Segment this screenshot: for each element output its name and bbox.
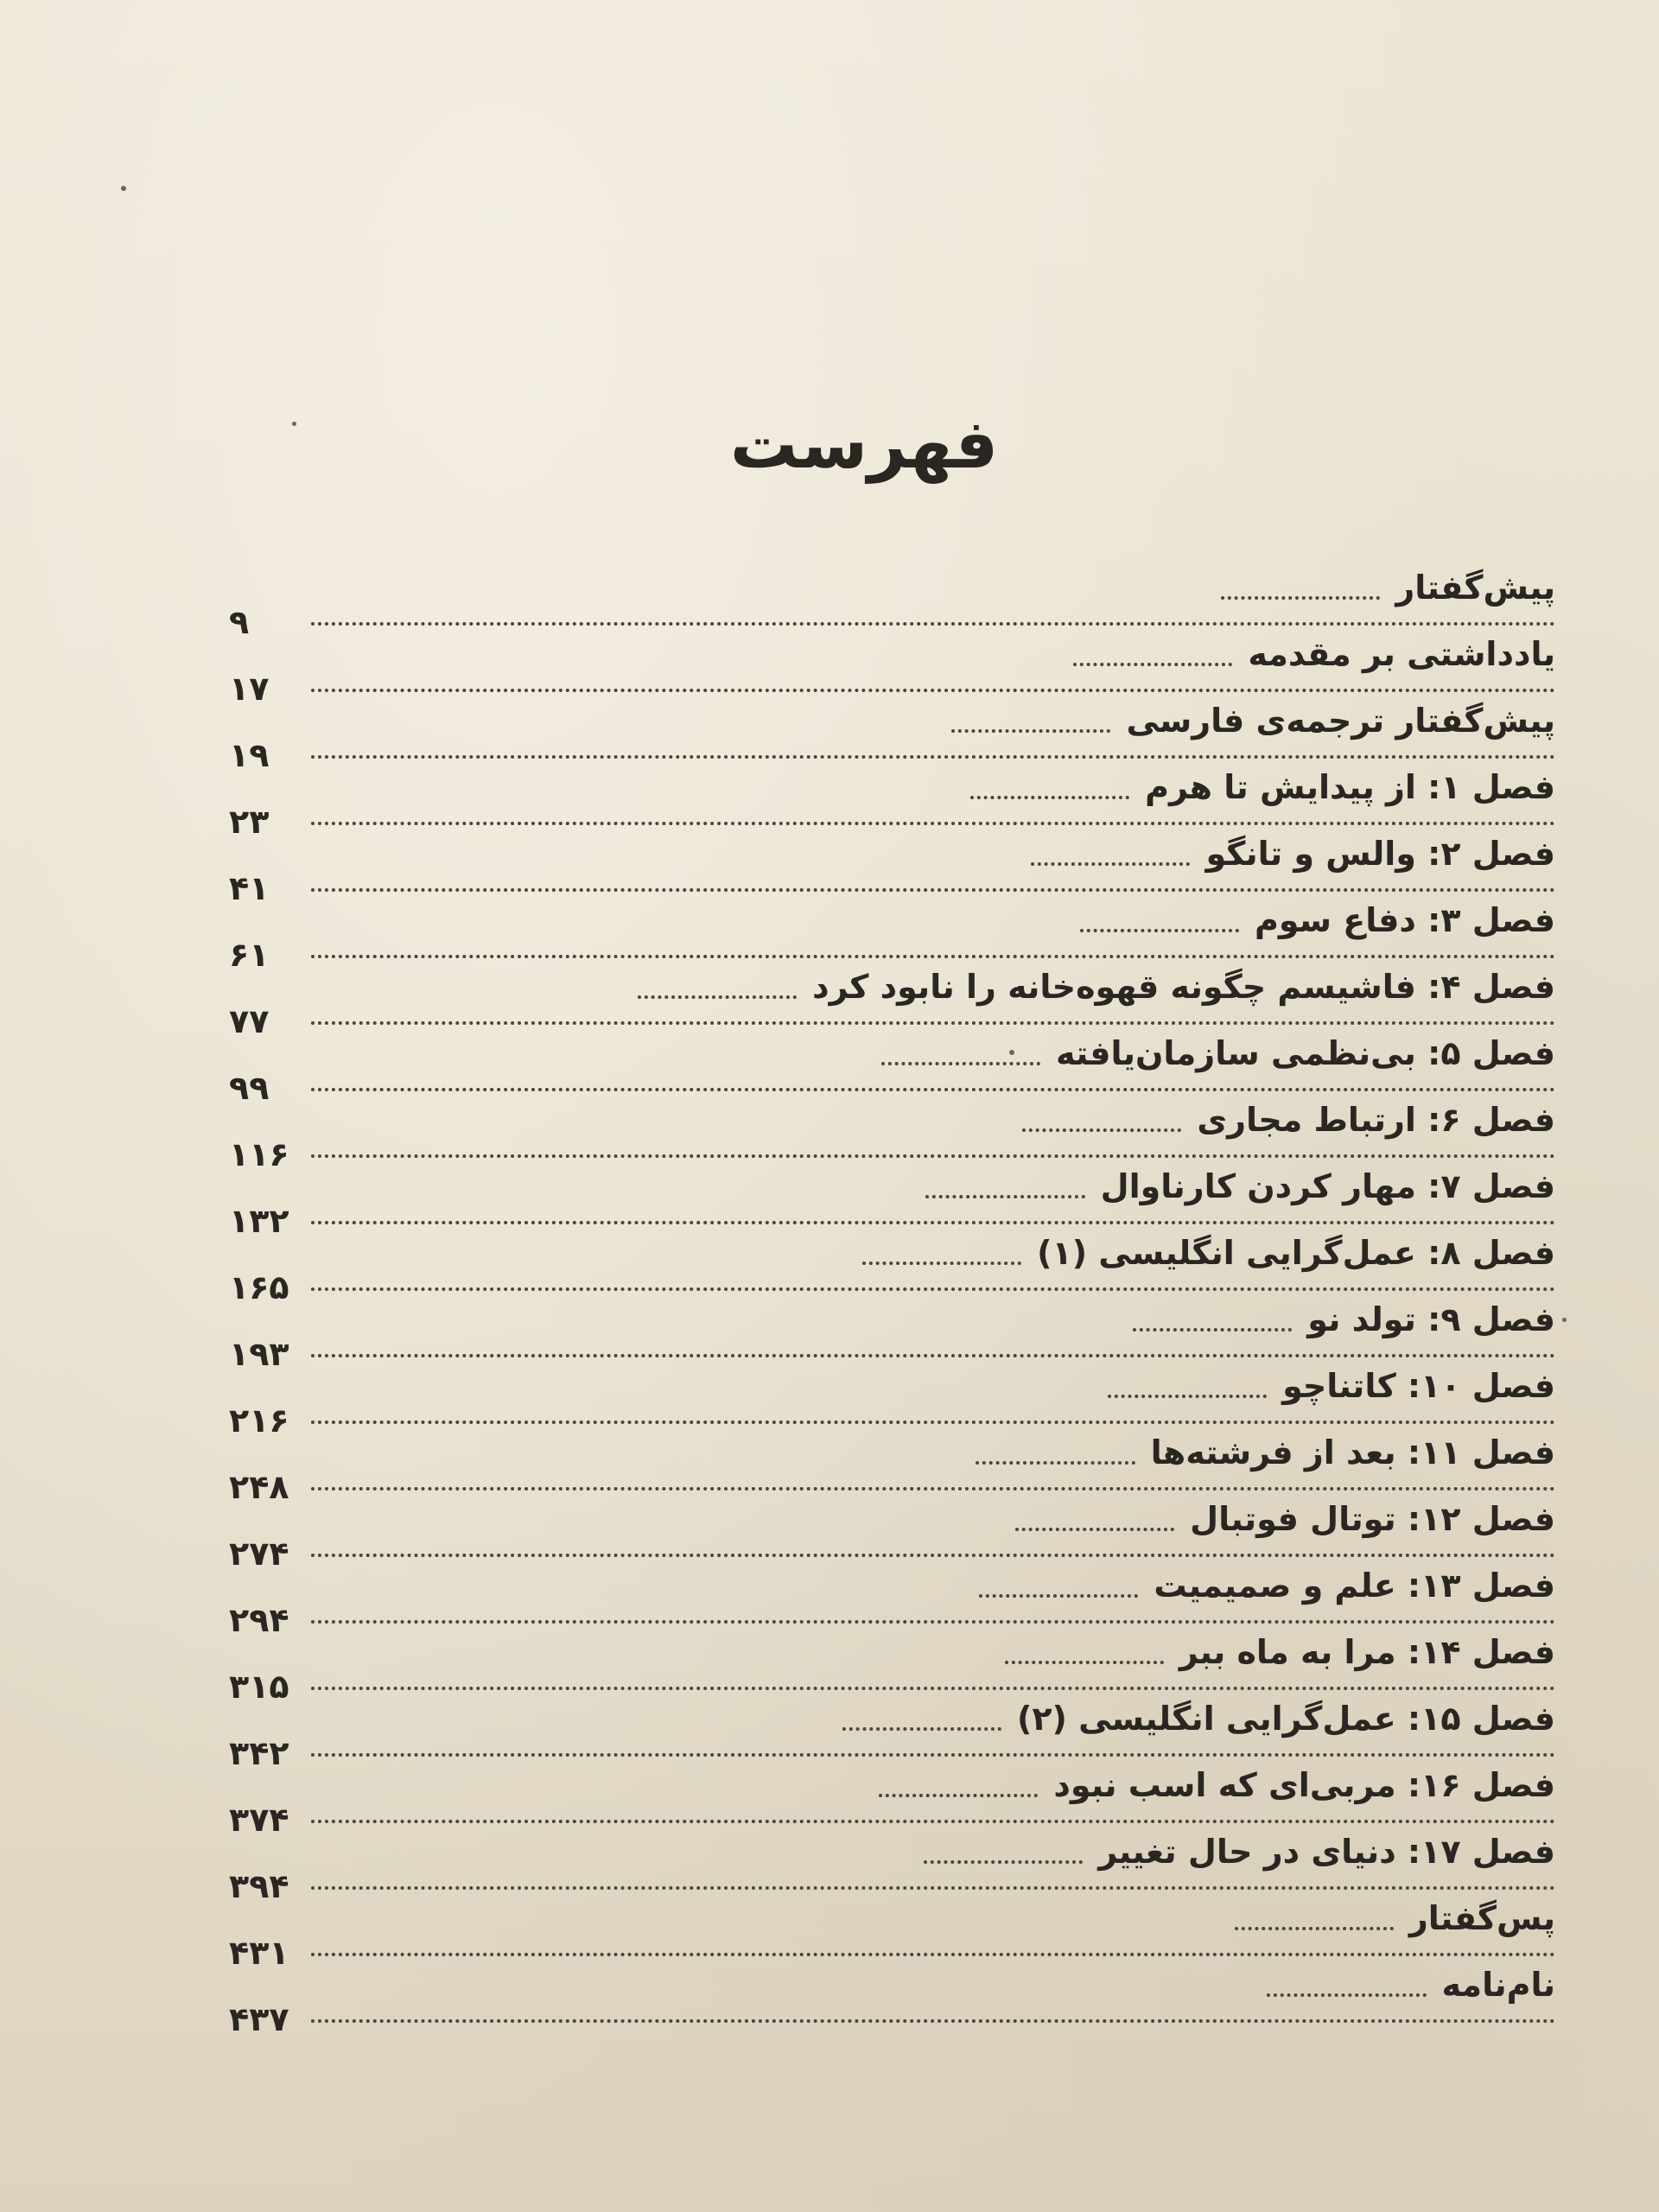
toc-page-number: ۴۳۱	[229, 1934, 289, 1972]
dot-leader-row	[229, 1408, 1555, 1422]
toc-page-number: ۴۳۷	[229, 2000, 289, 2038]
dot-leader	[311, 1342, 1555, 1357]
title-dot-leader	[1235, 1918, 1394, 1930]
title-dot-leader	[951, 721, 1110, 733]
dot-leader-row	[229, 1209, 1555, 1223]
toc-page-number: ۱۱۶	[229, 1135, 289, 1173]
toc-entry-title: فصل ۳: دفاع سوم	[1255, 901, 1555, 939]
toc-page-number: ۱۶۵	[229, 1268, 289, 1306]
toc-page-number: ۲۳	[229, 803, 270, 841]
page-title: فهرست	[729, 406, 999, 484]
dot-leader-row	[229, 677, 1555, 690]
toc-entry-title: فصل ۱۵: عمل‌گرایی انگلیسی (۲)	[1016, 1700, 1555, 1738]
title-dot-leader	[976, 1452, 1135, 1465]
dot-leader-row	[229, 1608, 1555, 1622]
toc-entry-title: فصل ۹: تولد نو	[1307, 1300, 1555, 1338]
toc-page-number: ۲۴۸	[229, 1468, 289, 1506]
title-dot-leader	[842, 1719, 1001, 1731]
dot-leader	[311, 1675, 1555, 1690]
toc-entry	[229, 761, 1555, 841]
dot-leader	[311, 1209, 1555, 1224]
dot-leader	[311, 1941, 1555, 1956]
toc-page-number: ۶۱	[229, 936, 270, 974]
dot-leader-row	[229, 2007, 1555, 2021]
dot-leader	[311, 677, 1555, 692]
dot-leader	[311, 610, 1555, 626]
dot-leader	[311, 810, 1555, 825]
dot-leader	[311, 876, 1555, 892]
dot-leader-row	[229, 1275, 1555, 1289]
toc-entry	[229, 1493, 1555, 1573]
toc-page-number: ۹۹	[229, 1069, 270, 1107]
toc-entry-title: فصل ۱۷: دنیای در حال تغییر	[1098, 1833, 1555, 1871]
dot-leader-row	[229, 1076, 1555, 1090]
title-dot-leader	[1005, 1652, 1164, 1664]
dot-leader-row	[229, 943, 1555, 957]
toc-page-number: ۲۱۶	[229, 1402, 289, 1440]
toc-entry	[229, 1892, 1555, 1972]
toc-entry	[229, 1227, 1555, 1306]
title-dot-leader	[1108, 1386, 1267, 1398]
toc-entry	[229, 562, 1555, 641]
dot-leader	[311, 1076, 1555, 1091]
paper-speck	[1562, 1318, 1567, 1322]
title-dot-leader	[1133, 1319, 1292, 1332]
toc-entry-title: فصل ۷: مهار کردن کارناوال	[1100, 1167, 1555, 1205]
toc-entry-title: فصل ۱۰: کاتناچو	[1282, 1367, 1555, 1405]
toc-entry-title: فصل ۸: عمل‌گرایی انگلیسی (۱)	[1037, 1234, 1555, 1272]
dot-leader-row	[229, 1541, 1555, 1555]
table-of-contents	[229, 562, 1555, 2038]
toc-entry-title: نام‌نامه	[1441, 1966, 1555, 2004]
title-dot-leader	[1080, 920, 1239, 932]
toc-page-number: ۱۳۲	[229, 1202, 289, 1240]
dot-leader-row	[229, 1941, 1555, 1955]
toc-entry-title: پیش‌گفتار ترجمه‌ی فارسی	[1126, 702, 1555, 740]
toc-entry-title: فصل ۲: والس و تانگو	[1205, 835, 1555, 873]
title-dot-leader	[1022, 1120, 1181, 1132]
title-dot-leader	[1031, 854, 1190, 866]
toc-entry-title: فصل ۱: از پیدایش تا هرم	[1145, 768, 1555, 806]
toc-page-number: ۴۱	[229, 869, 270, 907]
dot-leader-row	[229, 1874, 1555, 1888]
toc-entry-title: پس‌گفتار	[1408, 1899, 1555, 1937]
title-dot-leader	[1015, 1519, 1174, 1531]
dot-leader-row	[229, 1808, 1555, 1821]
toc-entry	[229, 1160, 1555, 1240]
dot-leader-row	[229, 1009, 1555, 1023]
toc-entry-title: فصل ۱۲: توتال فوتبال	[1190, 1500, 1555, 1538]
toc-page-number: ۱۹۳	[229, 1335, 289, 1373]
toc-entry-title: فصل ۶: ارتباط مجاری	[1197, 1101, 1555, 1139]
toc-page-number: ۷۷	[229, 1002, 270, 1040]
toc-page-number: ۱۹	[229, 736, 270, 774]
dot-leader-row	[229, 1675, 1555, 1688]
title-dot-leader	[638, 987, 797, 999]
dot-leader-row	[229, 610, 1555, 624]
title-dot-leader	[970, 787, 1129, 799]
dot-leader	[311, 1275, 1555, 1291]
toc-entry-title: فصل ۱۶: مربی‌ای که اسب نبود	[1053, 1766, 1555, 1804]
title-dot-leader	[979, 1586, 1138, 1598]
toc-entry-title: یادداشتی بر مقدمه	[1248, 635, 1555, 673]
toc-page-number: ۹	[229, 603, 250, 641]
toc-entry-title: فصل ۵: بی‌نظمی سازمان‌یافته	[1056, 1034, 1555, 1072]
paper-speck	[121, 186, 126, 191]
toc-entry	[229, 1693, 1555, 1772]
toc-entry-title: پیش‌گفتار	[1395, 569, 1555, 607]
toc-page-number: ۳۴۲	[229, 1734, 289, 1772]
toc-entry-title: فصل ۱۱: بعد از فرشته‌ها	[1150, 1433, 1555, 1471]
toc-page-number: ۲۷۴	[229, 1535, 289, 1573]
toc-entry	[229, 1294, 1555, 1373]
dot-leader	[311, 1808, 1555, 1823]
toc-entry	[229, 628, 1555, 708]
dot-leader-row	[229, 1342, 1555, 1356]
toc-entry	[229, 1027, 1555, 1107]
toc-entry	[229, 1826, 1555, 1905]
dot-leader	[311, 943, 1555, 958]
toc-page-number: ۳۷۴	[229, 1801, 289, 1839]
dot-leader	[311, 1475, 1555, 1491]
title-dot-leader	[1267, 1985, 1426, 1997]
title-dot-leader	[924, 1852, 1083, 1864]
dot-leader	[311, 1009, 1555, 1025]
dot-leader	[311, 743, 1555, 759]
toc-entry	[229, 1560, 1555, 1639]
dot-leader-row	[229, 743, 1555, 757]
toc-entry-title: فصل ۱۳: علم و صمیمیت	[1154, 1567, 1555, 1605]
title-dot-leader	[925, 1186, 1084, 1198]
toc-page-number: ۱۷	[229, 670, 270, 708]
toc-entry	[229, 1626, 1555, 1706]
dot-leader	[311, 1408, 1555, 1424]
title-dot-leader	[862, 1253, 1021, 1265]
toc-entry-title: فصل ۱۴: مرا به ماه ببر	[1179, 1633, 1555, 1671]
dot-leader-row	[229, 1475, 1555, 1489]
title-dot-leader	[881, 1053, 1040, 1065]
dot-leader	[311, 1874, 1555, 1890]
toc-entry	[229, 828, 1555, 907]
dot-leader	[311, 1142, 1555, 1158]
toc-page-number: ۳۱۵	[229, 1668, 289, 1706]
dot-leader	[311, 2007, 1555, 2023]
toc-entry-title: فصل ۴: فاشیسم چگونه قهوه‌خانه را نابود کرد	[812, 968, 1555, 1006]
title-dot-leader	[879, 1785, 1038, 1797]
toc-page-number: ۲۹۴	[229, 1601, 289, 1639]
toc-entry	[229, 1094, 1555, 1173]
dot-leader-row	[229, 876, 1555, 890]
toc-entry	[229, 695, 1555, 774]
toc-entry	[229, 1360, 1555, 1440]
dot-leader-row	[229, 810, 1555, 823]
title-dot-leader	[1221, 588, 1380, 600]
toc-entry	[229, 1427, 1555, 1506]
dot-leader	[311, 1741, 1555, 1757]
toc-entry	[229, 1959, 1555, 2038]
title-dot-leader	[1073, 654, 1232, 666]
dot-leader	[311, 1608, 1555, 1624]
dot-leader-row	[229, 1142, 1555, 1156]
toc-entry	[229, 894, 1555, 974]
toc-entry	[229, 1759, 1555, 1839]
dot-leader	[311, 1541, 1555, 1557]
dot-leader-row	[229, 1741, 1555, 1755]
toc-entry	[229, 961, 1555, 1040]
toc-page-number: ۳۹۴	[229, 1867, 289, 1905]
